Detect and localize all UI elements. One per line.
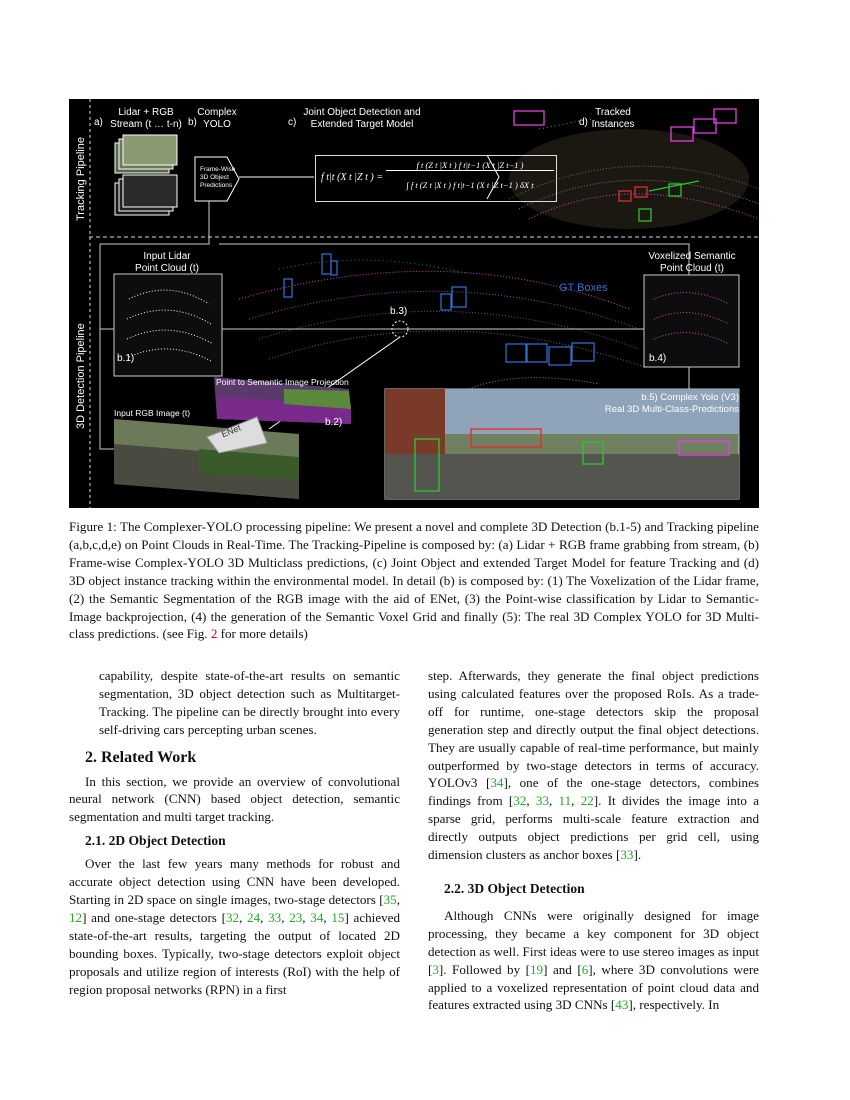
enet-label: ENet (219, 422, 243, 440)
ref-22[interactable]: 22 (580, 793, 594, 809)
pos-text-b: ], one of the one-stage detectors, combines findings from [ (428, 775, 760, 809)
label-a-text (108, 107, 184, 131)
input-rgb-label: Input RGB Image (t) (114, 408, 191, 418)
figure-caption (69, 518, 759, 643)
label-d-marker: d) (579, 117, 588, 128)
sep: , (571, 793, 581, 809)
sep: , (396, 891, 400, 907)
left-column (69, 667, 400, 998)
label-d-line2: Instances (591, 119, 635, 130)
tracking-pipeline-label: Tracking Pipeline (75, 137, 87, 221)
label-c-marker: c) (288, 117, 297, 128)
sep: , (281, 909, 290, 925)
ref-43[interactable]: 43 (615, 997, 629, 1013)
ref-33[interactable]: 33 (268, 909, 282, 925)
input-lidar-line1: Input Lidar (143, 251, 191, 262)
sep: , (260, 909, 269, 925)
framewise-label (200, 166, 235, 190)
sep: , (239, 909, 248, 925)
caption-text: Figure 1: The Complexer-YOLO processing pipeline: We present a novel and complete 3D Detection (b.1-5) and Tracking pipeline (a,b,c,d,e) on Point Clouds in Real-Time. The Tracking-Pipeline is composed by: (a) Lidar + RGB frame grabbing from stream, (b) Frame-wise Complex-YOLO 3D Multiclass predictions, (c) Joint Object and extended Target Model for feature Tracking and (d) 3D object instance tracking within the environmental model. In detail (b) is composed by: (1) The Voxelization of the Lidar frame, (2) the Semantic Segmentation of the RGB image with the aid of ENet, (3) the Point-wise classification by Lidar to Semantic-Image backprojection, (4) the generation of the Semantic Voxel Grid and finally (5): The real 3D Complex YOLO for 3D Multi-class predictions. (see Fig. (69, 519, 759, 642)
ref-19[interactable]: 19 (529, 961, 544, 977)
label-b-line2: YOLO (203, 119, 231, 130)
continuation-paragraph: capability, despite state-of-the-art results on semantic segmentation, 3D object detection such as Multitarget-Tracking. The pipeline can be directly brought into every self-driving cars percepting urban scenes. (99, 668, 400, 737)
sep: , (549, 793, 559, 809)
ref-33[interactable]: 33 (535, 793, 549, 809)
p2d-text-b: ] and one-stage detectors [ (82, 909, 226, 925)
label-c-text (297, 107, 427, 131)
ref-32[interactable]: 32 (513, 793, 527, 809)
p3d-text-e: ], respectively. In (628, 997, 720, 1013)
sep: , (323, 909, 332, 925)
voxel-label (637, 251, 747, 275)
b3-label: b.3) (390, 306, 408, 317)
b5-line1: b.5) Complex Yolo (V3) (641, 392, 739, 403)
input-lidar-line2: Point Cloud (t) (135, 263, 199, 274)
section-heading-related-work: 2. Related Work (85, 748, 197, 766)
pipeline-figure (69, 99, 759, 508)
p3d-text-d: ], where 3D convolutions were applied to a voxelized representation of point cloud data and features extracted using 3D CNNs [ (428, 961, 759, 1013)
label-b-line1: Complex (197, 107, 237, 118)
label-c-line1: Joint Object Detection and (303, 107, 421, 118)
rgb-frame-stack (115, 135, 177, 215)
pos-text-d: ]. (633, 847, 642, 863)
ref-24[interactable]: 24 (247, 909, 261, 925)
label-b-text (197, 107, 237, 131)
caption-text-end: for more details) (217, 626, 308, 642)
b4-label: b.4) (649, 353, 667, 364)
ref-35[interactable]: 35 (383, 891, 397, 907)
ref-15[interactable]: 15 (331, 909, 345, 925)
p3d-text-a: Although CNNs were originally designed for image processing, they became a key component for 3D object detection as well. First ideas were to use stereo images as input [ (428, 907, 759, 977)
point-semantic-label: Point to Semantic Image Projection (216, 377, 349, 387)
label-d-line1: Tracked (595, 107, 631, 118)
pos-text-a: step. Afterwards, they generate the final object predictions using calculated features over the proposed RoIs. As a trade-off for runtime, one-stage detectors skip the proposal generation step and directly output the final object detections. They are usually capable of real-time performance, but mainly outperformed by two-stage detectors in terms of accuracy. YOLOv3 [ (428, 668, 759, 791)
detection-point-cloud (239, 260, 644, 389)
ref-3[interactable]: 3 (432, 961, 439, 977)
label-d-text (587, 107, 639, 131)
formula-lhs: f t|t (X t |Z t ) = (321, 172, 383, 183)
ref-11[interactable]: 11 (558, 793, 572, 809)
label-a-line2: Stream (t … t-n) (110, 119, 182, 130)
b1-label: b.1) (117, 353, 135, 364)
caption-fig-ref[interactable]: 2 (210, 626, 218, 642)
sep: , (526, 793, 536, 809)
paragraph-3d-detection (428, 907, 759, 1014)
ref-33[interactable]: 33 (620, 847, 634, 863)
formula-denominator: ∫ f t (Z t |X t ) f t|t−1 (X t |Z t−1 ) δX t (406, 180, 534, 190)
b5-line2: Real 3D Multi-Class-Predictions (604, 404, 739, 415)
bayes-filter-formula (315, 155, 557, 202)
p3d-text-c: ] and [ (543, 961, 582, 977)
detection-pipeline-label: 3D Detection Pipeline (75, 323, 87, 429)
ref-34[interactable]: 34 (490, 775, 504, 791)
ref-6[interactable]: 6 (581, 961, 589, 977)
pos-text-c: ]. It divides the image into a sparse grid, performs multi-scale feature extraction and directly outputs object predictions per grid cell, using dimension clusters as anchor boxes [ (428, 793, 760, 863)
framewise-line3: Predictions (200, 182, 233, 189)
subsection-heading-3d: 2.2. 3D Object Detection (444, 880, 585, 896)
label-c-line2: Extended Target Model (310, 119, 414, 130)
voxel-line1: Voxelized Semantic (648, 251, 736, 262)
right-column (428, 667, 759, 1014)
ref-23[interactable]: 23 (289, 909, 303, 925)
rgb-connector (100, 244, 114, 449)
ref-12[interactable]: 12 (69, 909, 83, 925)
input-lidar-label (117, 251, 217, 275)
subsection-heading-2d: 2.1. 2D Object Detection (85, 833, 226, 849)
paragraph-one-stage (428, 667, 759, 864)
ref-32[interactable]: 32 (225, 909, 240, 925)
label-b-marker: b) (188, 117, 197, 128)
ref-34[interactable]: 34 (310, 909, 324, 925)
framewise-line2: 3D Object (200, 174, 229, 181)
b5-label (589, 392, 739, 416)
gt-boxes-graphics (284, 254, 594, 365)
b2-label: b.2) (325, 417, 343, 428)
formula-numerator: f t (Z t |X t ) f t|t−1 (X t |Z t−1 ) (386, 160, 554, 171)
framewise-line1: Frame-Wise (200, 166, 236, 173)
voxel-line2: Point Cloud (t) (660, 263, 724, 274)
sep: , (302, 909, 311, 925)
gt-boxes-label: GT Boxes (559, 282, 608, 294)
label-a-marker: a) (94, 117, 103, 128)
p3d-text-b: ]. Followed by [ (438, 961, 530, 977)
paragraph-2d-detection (69, 855, 400, 998)
related-work-intro: In this section, we provide an overview of convolutional neural network (CNN) based object detection, semantic segmentation and multi target tracking. (69, 773, 400, 825)
label-a-line1: Lidar + RGB (118, 107, 174, 118)
p2d-text-a: Over the last few years many methods for robust and accurate object detection using CNN have been developed. Starting in 2D space on single images, two-stage detectors [ (69, 856, 400, 907)
p2d-text-c: ] achieved state-of-the-art results, targeting the output of located 2D bounding boxes. Typically, two-stage detectors exploit object proposals and utilize region of interests (RoI) with the help of region proposal networks (RPN) in a first (69, 909, 401, 997)
